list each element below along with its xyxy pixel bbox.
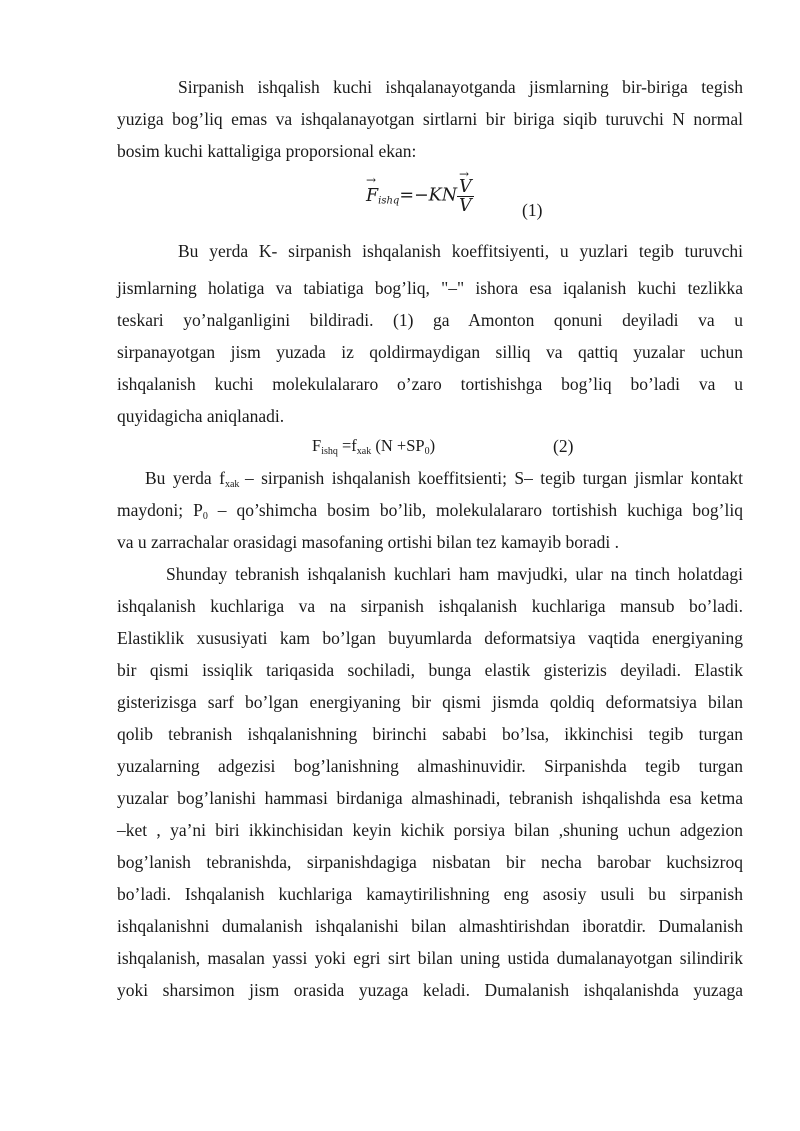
force-vector: → F: [366, 186, 378, 206]
text-line: yuzalarning adgezisi bog’lanishning almashinuvidir. Sirpanishda tegib turgan: [117, 756, 743, 776]
coefficient-subscript: xak: [356, 446, 372, 457]
text-line: Bu yerda K- sirpanish ishqalanish koeffitsiyenti, u yuzlari tegib turuvchi: [178, 241, 743, 261]
text-line: va u zarrachalar orasidagi masofaning ortishi bilan tez kamayib boradi .: [117, 532, 619, 552]
text-line: ishqalanishni dumalanish ishqalanishi bilan almashtirishdan iboratdir. Dumalanish: [117, 916, 743, 936]
text-line: yuzalar bog’lanishi hammasi birdaniga almashinadi, tebranish ishqalishda esa ketma: [117, 788, 743, 808]
text-line: quyidagicha aniqlanadi.: [117, 406, 285, 426]
text-line: bo’ladi. Ishqalanish kuchlariga kamaytirilishning eng asosiy usuli bu sirpanish: [117, 884, 743, 904]
text-line: maydoni; $P_0$ – qo’shimcha bosim bo’lib, molekulalararo tortishish kuchiga bog’liq: [117, 500, 743, 522]
pressure-subscript: 0: [424, 446, 430, 457]
formula-1: [366, 178, 474, 215]
text-line: teskari yo’nalganligini bildiradi. (1) ga Amonton qonuni deyiladi va u: [117, 310, 743, 330]
text-line: gisterizisga sarf bo’lgan energiyaning bir qismi jismda qoldiq deformatsiya bilan: [117, 692, 743, 712]
text-line: Sirpanish ishqalish kuchi ishqalanayotganda jismlarning bir-biriga tegish: [178, 77, 743, 97]
equation-number-1: (1): [522, 200, 543, 220]
text-line: yoki sharsimon jism orasida yuzaga keladi. Dumalanish ishqalanishda yuzaga: [117, 980, 743, 1000]
formula-2: [312, 436, 435, 457]
formula-term: (N +SP: [371, 436, 425, 455]
text-line: jismlarning holatiga va tabiatiga bog’liq, "–" ishora esa iqalanish kuchi tezlikka: [117, 278, 743, 298]
text-line: Elastiklik xususiyati kam bo’lgan buyumlarda deformatsiya vaqtida energiyaning: [117, 628, 743, 648]
text-line: yuziga bog’liq emas va ishqalanayotgan sirtlarni bir biriga siqib turuvchi N normal: [117, 109, 743, 129]
text-line: qolib tebranish ishqalanishning birinchi sababi bo’lsa, ikkinchisi tegib turgan: [117, 724, 743, 744]
formula-close: ): [429, 436, 436, 455]
text-line: ishqalanish kuchlariga va na sirpanish ishqalanish kuchlariga mansub bo’ladi.: [117, 596, 743, 616]
text-line: bog’lanish tebranishda, sirpanishdagiga nisbatan bir necha barobar kuchsizroq: [117, 852, 743, 872]
text-line: ishqalanish, masalan yassi yoki egri sirt bilan uning ustida dumalanayotgan silindirik: [117, 948, 743, 968]
text-line: Bu yerda $f_{xak}$ – sirpanish ishqalanish koeffitsienti; S– tegib turgan jismlar kontakt: [145, 468, 743, 490]
text-line: –ket , ya’ni biri ikkinchisidan keyin kichik porsiya bilan ,shuning uchun adgezion: [117, 820, 743, 840]
friction-force: F: [312, 436, 322, 455]
force-subscript: ishq: [321, 446, 338, 457]
text-line: bosim kuchi kattaligiga proporsional ekan:: [117, 141, 417, 161]
formula-equals: =−KN: [399, 185, 458, 206]
text-line: bir qismi issiqlik tariqasida sochiladi, bunga elastik gisterizis deyiladi. Elastik: [117, 660, 743, 680]
text-line: Shunday tebranish ishqalanish kuchlari ham mavjudki, ular na tinch holatdagi: [166, 564, 743, 584]
text-line: sirpanayotgan jism yuzada iz qoldirmaydigan silliq va qattiq yuzalar uchun: [117, 342, 743, 362]
text-line: ishqalanish kuchi molekulalararo o’zaro tortishishga bog’liq bo’ladi va u: [117, 374, 743, 394]
formula-equals: =f: [337, 436, 357, 455]
velocity-vector: → V: [459, 178, 472, 196]
velocity-magnitude: V: [459, 196, 472, 216]
velocity-fraction: [457, 178, 474, 215]
force-subscript: ishq: [378, 195, 400, 207]
equation-number-2: (2): [553, 436, 574, 456]
